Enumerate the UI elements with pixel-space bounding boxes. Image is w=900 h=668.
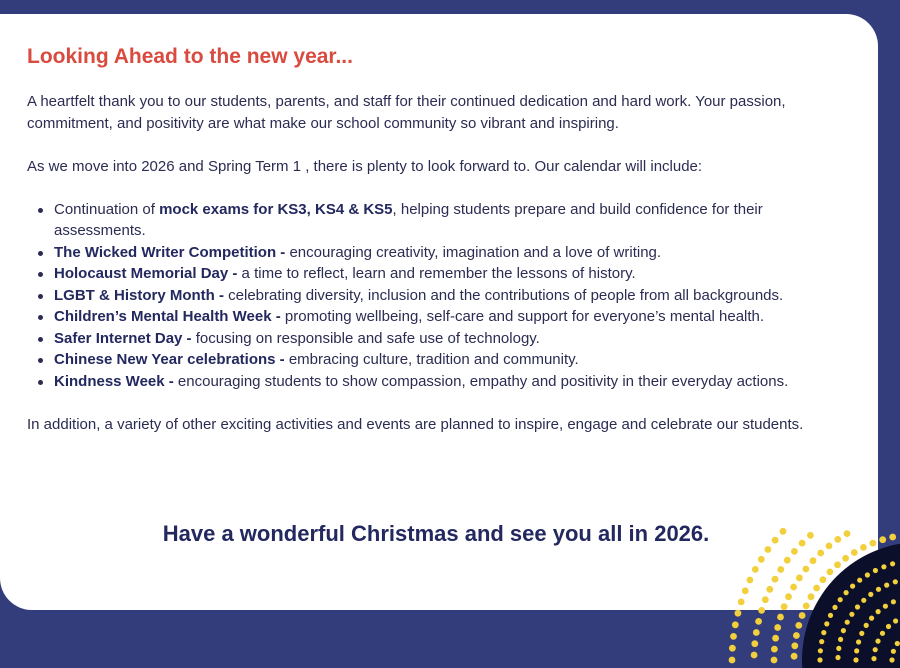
- event-title: mock exams for KS3, KS4 & KS5: [159, 200, 393, 218]
- gold-dot: [871, 656, 876, 661]
- gold-dot: [791, 653, 798, 660]
- event-description: encouraging students to show compassion, empathy and positivity in their everyday actions.: [173, 372, 789, 390]
- gold-dot: [854, 648, 859, 653]
- gold-dot: [824, 621, 829, 626]
- closing-message: Have a wonderful Christmas and see you all in 2026.: [162, 521, 710, 546]
- gold-dot: [889, 657, 894, 662]
- event-description: , helping students prepare and build confidence for their assessments.: [54, 200, 763, 239]
- gold-dot: [835, 655, 840, 660]
- gold-dot: [771, 657, 778, 664]
- page-title: Looking Ahead to the new year...: [27, 45, 353, 68]
- gold-dot: [729, 645, 736, 652]
- gold-dot: [751, 652, 758, 659]
- gold-dot: [751, 640, 758, 647]
- gold-dot: [817, 657, 822, 662]
- event-description: promoting wellbeing, self-care and support for everyone’s mental health.: [280, 308, 765, 325]
- gold-dot: [893, 579, 898, 584]
- event-title: Kindness Week -: [54, 372, 174, 390]
- event-title: The Wicked Writer Competition -: [54, 243, 286, 261]
- gold-dot: [891, 599, 896, 604]
- newsletter-content: [27, 44, 857, 435]
- event-title: LGBT & History Month -: [54, 286, 224, 304]
- gold-dot: [730, 633, 737, 640]
- event-description: focusing on responsible and safe use of technology.: [191, 329, 540, 347]
- gold-dot: [793, 632, 800, 639]
- event-list-item: [54, 199, 857, 242]
- gold-dot: [772, 635, 779, 642]
- gold-dot: [818, 648, 823, 653]
- event-list-item: [54, 285, 857, 307]
- gold-dot: [853, 657, 858, 662]
- event-list-item: [54, 306, 857, 328]
- gold-dot: [884, 583, 889, 588]
- gold-dot: [886, 624, 891, 629]
- gold-dot: [836, 646, 841, 651]
- gold-dot: [755, 618, 762, 625]
- gold-dot: [771, 646, 778, 653]
- gold-dot: [791, 642, 798, 649]
- calendar-intro-paragraph: As we move into 2026 and Spring Term 1 , there is plenty to look forward to. Our calendar will include:: [27, 157, 703, 175]
- gold-dot: [821, 630, 826, 635]
- event-list-item: [54, 263, 857, 285]
- intro-paragraph: A heartfelt thank you to our students, parents, and staff for their continued dedication and hard work. Your passion, commitment, and positivity are what make our school community so vibrant and inspiring.: [27, 93, 786, 132]
- addition-paragraph: In addition, a variety of other exciting activities and events are planned to inspire, engage and celebrate our students.: [27, 415, 804, 433]
- gold-dot: [893, 618, 898, 623]
- event-prefix: Continuation of: [54, 200, 160, 218]
- gold-dot: [891, 649, 896, 654]
- gold-dot: [795, 622, 802, 629]
- gold-dot: [799, 612, 806, 619]
- gold-dot: [841, 628, 846, 633]
- event-list-item: [54, 328, 857, 350]
- gold-dot: [895, 641, 900, 646]
- gold-dot: [883, 604, 888, 609]
- gold-dot: [774, 624, 781, 631]
- gold-dot: [879, 536, 886, 543]
- gold-dot: [864, 623, 869, 628]
- gold-dot: [859, 631, 864, 636]
- gold-dot: [880, 631, 885, 636]
- gold-dot: [873, 647, 878, 652]
- gold-dot: [849, 612, 854, 617]
- event-description: encouraging creativity, imagination and a love of writing.: [285, 243, 662, 261]
- gold-dot: [845, 620, 850, 625]
- gold-dot: [875, 639, 880, 644]
- events-list: [27, 199, 857, 393]
- gold-dot: [729, 657, 736, 664]
- event-description: a time to reflect, learn and remember the lessons of history.: [237, 265, 636, 282]
- event-list-item: [54, 349, 857, 371]
- event-description: embracing culture, tradition and community.: [284, 351, 579, 368]
- gold-dot: [856, 639, 861, 644]
- event-title: Children’s Mental Health Week -: [54, 308, 281, 325]
- gold-dot: [735, 610, 742, 617]
- gold-dot: [881, 564, 886, 569]
- gold-dot: [890, 561, 895, 566]
- gold-dot: [876, 609, 881, 614]
- gold-dot: [732, 621, 739, 628]
- event-list-item: [54, 242, 857, 264]
- gold-dot: [753, 629, 760, 636]
- event-title: Holocaust Memorial Day -: [54, 265, 238, 282]
- event-list-item: [54, 371, 857, 393]
- gold-dot: [889, 534, 896, 541]
- gold-dot: [819, 639, 824, 644]
- gold-dot: [869, 616, 874, 621]
- event-title: Safer Internet Day -: [54, 329, 192, 347]
- event-description: celebrating diversity, inclusion and the contributions of people from all backgrounds.: [223, 286, 784, 304]
- gold-dot: [828, 613, 833, 618]
- gold-dot: [838, 637, 843, 642]
- gold-dot: [777, 614, 784, 621]
- gold-dot: [876, 587, 881, 592]
- event-title: Chinese New Year celebrations -: [54, 351, 285, 368]
